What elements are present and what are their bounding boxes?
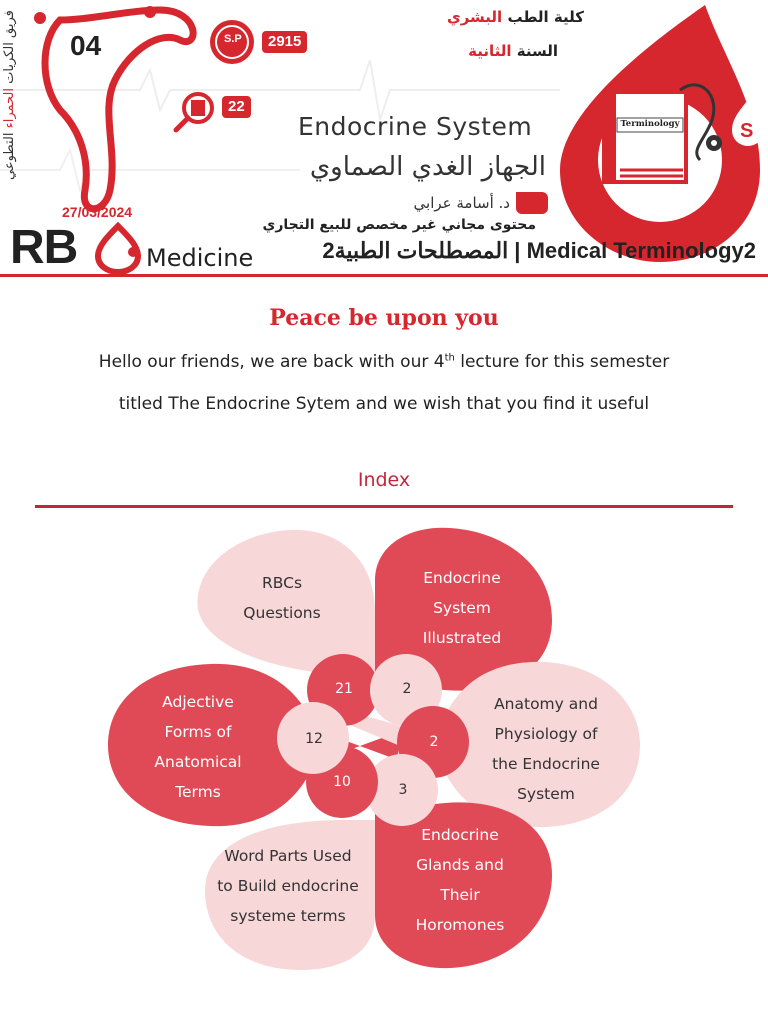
index-page-number: 10 <box>333 774 351 790</box>
faculty-name: كلية الطب البشري <box>446 8 584 26</box>
index-page-number: 2 <box>402 681 412 697</box>
team-name-vertical: فريق الكريات الحمراء التطوعي <box>2 10 17 180</box>
index-title: Index <box>357 469 411 491</box>
index-item-label: Endocrine System Illustrated <box>422 569 502 647</box>
logo-medicine: Medicine <box>146 244 254 272</box>
ecg-line-background <box>0 60 560 120</box>
flower-petals <box>0 520 768 1000</box>
doctor-marker-icon <box>516 192 548 214</box>
ecg-line-background <box>0 150 300 190</box>
index-item-label: RBCs Questions <box>243 574 321 622</box>
lecture-header <box>0 0 768 275</box>
index-divider <box>35 505 733 508</box>
study-year: السنة الثانية <box>468 42 558 60</box>
header-divider <box>0 274 768 277</box>
index-flower <box>0 520 768 1000</box>
pages-count-badge: 22 <box>222 96 251 118</box>
lecture-date: 27/03/2024 <box>62 204 133 220</box>
index-item-label: Endocrine Glands and Their Horomones <box>415 826 505 934</box>
stethoscope-icon <box>45 10 193 209</box>
sp-label: S.P <box>224 33 242 45</box>
book-label: Terminology <box>620 119 680 129</box>
index-page-number: 21 <box>335 681 353 697</box>
stethoscope-earpiece-icon <box>144 6 156 18</box>
index-item-label: Adjective Forms of Anatomical Terms <box>154 693 242 801</box>
index-item-label: Anatomy and Physiology of the Endocrine System <box>492 695 600 803</box>
intro-line-2: titled The Endocrine Sytem and we wish that you find it useful <box>118 394 650 414</box>
stethoscope-earpiece-icon <box>34 12 46 24</box>
index-page-number: 2 <box>429 734 439 750</box>
svg-text:S: S <box>740 120 754 142</box>
intro-line-1: Hello our friends, we are back with our 4th lecture for this semester <box>98 352 670 372</box>
index-page-number: 3 <box>398 782 408 798</box>
lecture-title-ar: الجهاز الغدي الصماوي <box>309 152 546 182</box>
lecture-number: 04 <box>70 30 102 61</box>
index-item-label: Word Parts Used to Build endocrine systeme terms <box>217 847 359 925</box>
logo-rb: RB <box>10 221 78 274</box>
index-page-number: 12 <box>305 731 323 747</box>
lecture-title-en: Endocrine System <box>298 112 533 141</box>
course-title: المصطلحات الطبية2 | Medical Terminology2 <box>322 238 756 263</box>
doctor-name: د. أسامة عرابي <box>413 194 510 212</box>
sp-count-badge: 2915 <box>262 31 307 53</box>
free-content-notice: محتوى مجاني غير مخصص للبيع التجاري <box>262 217 536 233</box>
greeting: Peace be upon you <box>269 305 499 331</box>
